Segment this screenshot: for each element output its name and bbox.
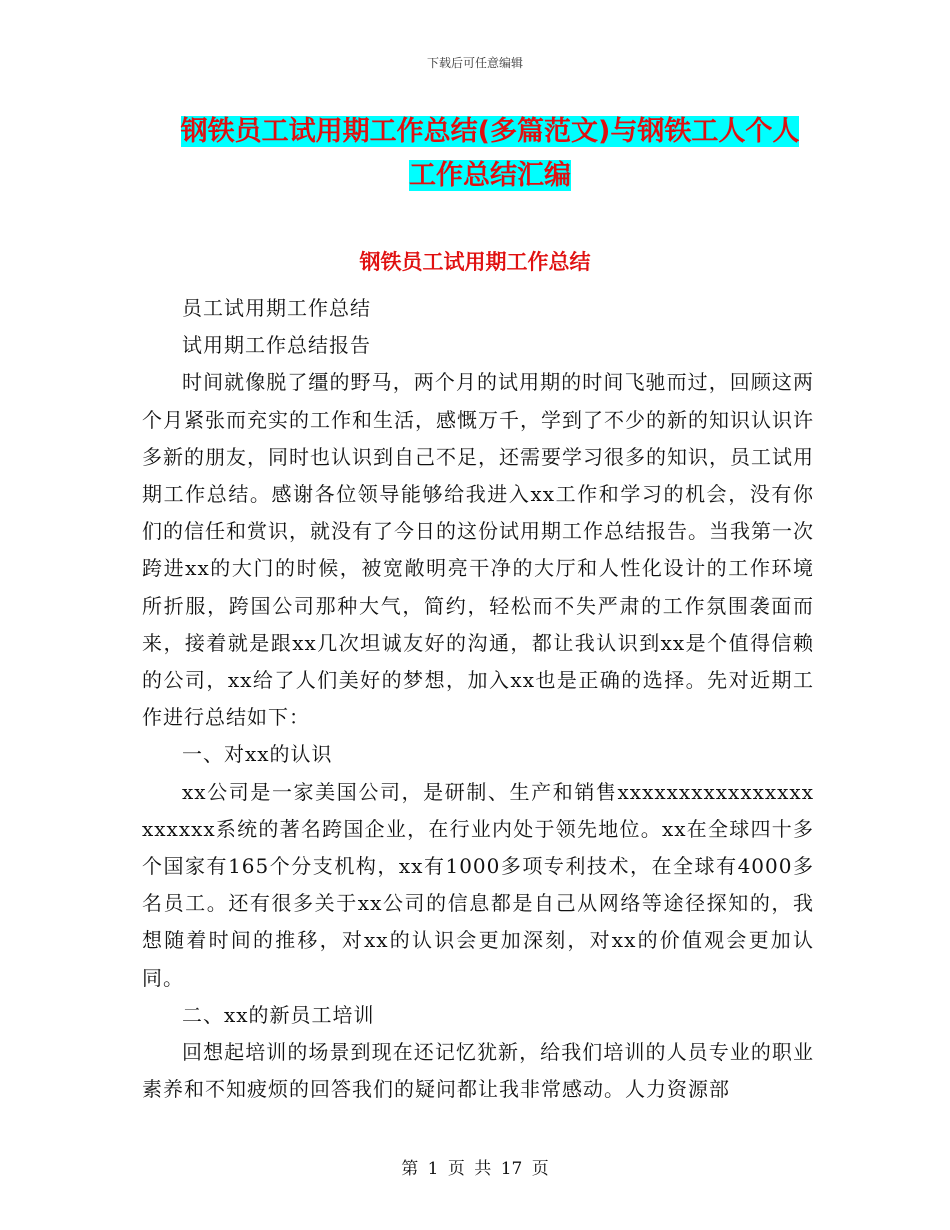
document-body xyxy=(142,290,814,1108)
paragraph-section-2-heading: 二、xx的新员工培训 xyxy=(182,1002,375,1027)
page-footer: 第 1 页 共 17 页 xyxy=(401,1159,549,1179)
paragraph-training: 回想起培训的场景到现在还记忆犹新，给我们培训的人员专业的职业素养和不知疲烦的回答我们的疑问都让我非常感动。人力资源部 xyxy=(142,1040,814,1102)
header-note: 下载后可任意编辑 xyxy=(426,56,523,70)
paragraph-heading-2: 试用期工作总结报告 xyxy=(182,333,371,358)
paragraph-section-1-heading: 一、对xx的认识 xyxy=(182,742,333,767)
title-line-2: 工作总结汇编 xyxy=(409,160,571,191)
paragraph-intro: 时间就像脱了缰的野马，两个月的试用期的时间飞驰而过，回顾这两个月紧张而充实的工作和生活，感慨万千，学到了不少的新的知识认识许多新的朋友，同时也认识到自己不足，还需要学习很多的知识，员工试用期工作总结。感谢各位领导能够给我进入xx工作和学习的机会，没有你们的信任和赏识，就没有了今日的这份试用期工作总结报告。当我第一次跨进xx的大门的时候，被宽敞明亮干净的大厅和人性化设计的工作环境所折服，跨国公司那种大气，简约，轻松而不失严肃的工作氛围袭面而来，接着就是跟xx几次坦诚友好的沟通，都让我认识到xx是个值得信赖的公司，xx给了人们美好的梦想，加入xx也是正确的选择。先对近期工作进行总结如下： xyxy=(142,370,814,730)
document-title xyxy=(140,110,840,198)
paragraph-heading-1: 员工试用期工作总结 xyxy=(182,296,371,320)
title-line-1: 钢铁员工试用期工作总结(多篇范文)与钢铁工人个人 xyxy=(180,116,800,147)
section-title: 钢铁员工试用期工作总结 xyxy=(359,250,591,274)
paragraph-company-info: xx公司是一家美国公司，是研制、生产和销售xxxxxxxxxxxxxxxxxxxxxx系统的著名跨国企业，在行业内处于领先地位。xx在全球四十多个国家有165个分支机构，xx有1000多项专利技术，在全球有4000多名员工。还有很多关于xx公司的信息都是自己从网络等途径探知的，我想随着时间的推移，对xx的认识会更加深刻，对xx的价值观会更加认同。 xyxy=(142,779,814,990)
